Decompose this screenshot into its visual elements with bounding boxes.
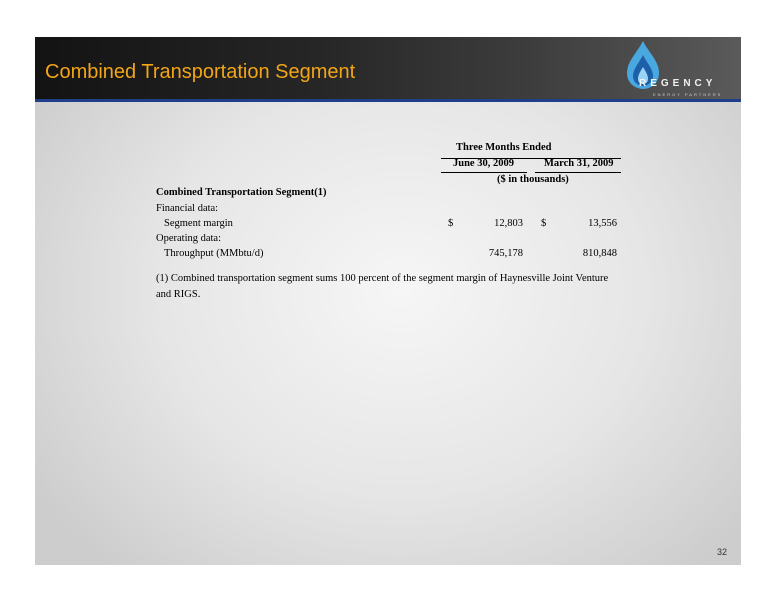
value-segment-margin-march: 13,556	[588, 218, 617, 229]
column-rule-june	[441, 172, 527, 173]
value-throughput-june: 745,178	[488, 248, 523, 259]
page-number: 32	[716, 547, 727, 557]
column-header-march: March 31, 2009	[544, 158, 614, 169]
footnote-line-1: (1) Combined transportation segment sums 100 percent of the segment margin of Haynesville Joint Venture	[156, 273, 609, 284]
row-label-throughput: Throughput (MMbtu/d)	[164, 248, 264, 259]
row-label-financial: Financial data:	[156, 203, 219, 214]
units-label: ($ in thousands)	[497, 174, 569, 185]
currency-june: $	[448, 218, 454, 229]
page-title: Combined Transportation Segment	[45, 61, 356, 83]
slide	[35, 37, 741, 565]
footnote-line-2: and RIGS.	[156, 289, 201, 300]
section-title: Combined Transportation Segment(1)	[156, 187, 327, 198]
column-rule-march	[535, 172, 621, 173]
value-throughput-march: 810,848	[582, 248, 617, 259]
row-label-operating: Operating data:	[156, 233, 222, 244]
currency-march: $	[541, 218, 547, 229]
column-header-june: June 30, 2009	[453, 158, 514, 169]
logo-wordmark: REGENCY	[639, 78, 717, 89]
table-area	[35, 37, 741, 565]
value-segment-margin-june: 12,803	[494, 218, 523, 229]
group-header: Three Months Ended	[456, 142, 552, 153]
row-label-segment-margin: Segment margin	[164, 218, 233, 229]
logo-tagline: ENERGY PARTNERS	[653, 92, 723, 97]
